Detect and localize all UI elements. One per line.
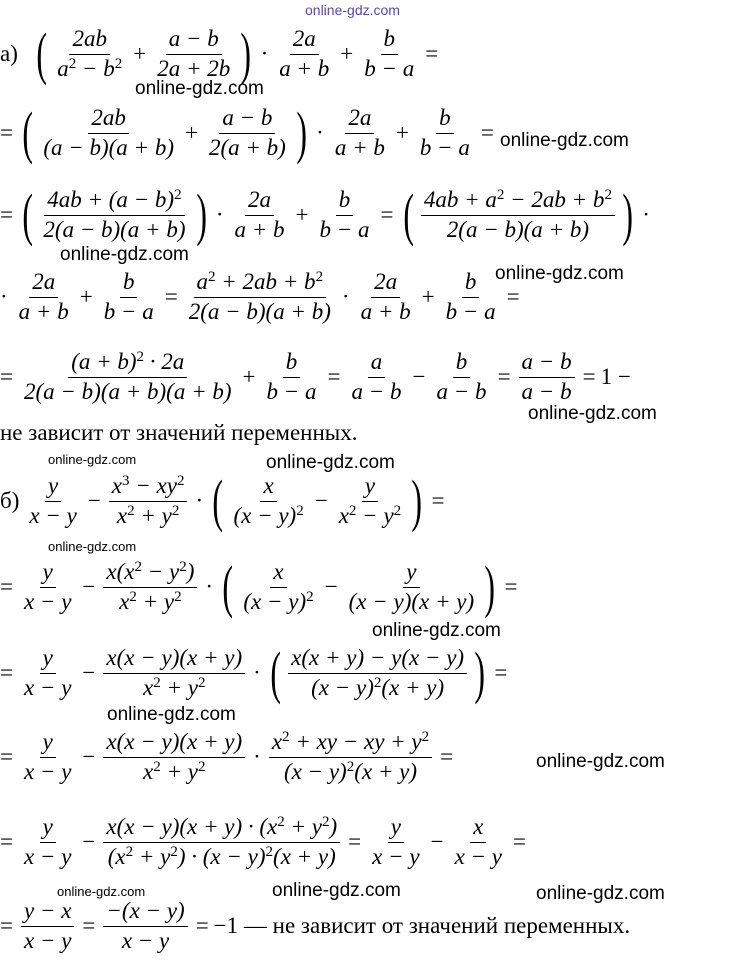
part-a-line-4: · $\frac{2a}{a + b}$ + $\frac{b}{b - a}$ = $\frac{a^2 + 2ab + b^2}{2(a - b)(a + b)}$ · $\frac{2a}{a + b}$ + $\frac{b}{b - a}$ =	[0, 269, 520, 324]
part-a-label: а)	[0, 41, 18, 66]
part-b-line-6: = $\frac{y - x}{x - y}$ = $\frac{-(x - y)}{x - y}$ = −1 — не зависит от значений переменных.	[0, 898, 631, 953]
fraction: $\frac{(a + b)^2 \cdot 2a}{2(a - b)(a + b)(a + b)}$	[23, 349, 232, 404]
part-a-line-3: = ( $\frac{4ab + (a - b)^2}{2(a - b)(a + b)}$ ) · $\frac{2a}{a + b}$ + $\frac{b}{b - a}$ = ( $\frac{4ab + a^2 - 2ab + b^2}{2(a - b)(a + b)}$ ) ·	[0, 182, 650, 247]
fraction: $\frac{a - b}{2a + 2b}$	[157, 26, 231, 81]
fraction: $\frac{y}{x - y}$	[23, 645, 72, 700]
fraction: $\frac{b}{a - b}$	[436, 349, 487, 404]
fraction: $\frac{a - b}{a - b}$	[519, 350, 575, 403]
watermark: online-gdz.com	[500, 130, 629, 151]
fraction: $\frac{x}{(x - y)^2}$	[243, 559, 314, 614]
watermark: online-gdz.com	[135, 78, 264, 99]
fraction: $\frac{y}{x - y}$	[29, 473, 77, 528]
fraction: $\frac{y}{x - y}$	[23, 559, 72, 614]
watermark: online-gdz.com	[57, 884, 146, 899]
fraction: $\frac{a - b}{2(a + b)}$	[208, 105, 286, 160]
part-b-line-5: = $\frac{y}{x - y}$ − $\frac{x(x - y)(x + y) \cdot (x^2 + y^2)}{(x^2 + y^2) \cdot (x - y)^2(x + y)}$ = $\frac{y}{x - y}$ − $\frac{x}{x - y}$ =	[0, 814, 526, 869]
fraction: $\frac{y}{x - y}$	[372, 814, 420, 869]
fraction: $\frac{y}{x - y}$	[23, 814, 72, 869]
fraction: $\frac{a}{a - b}$	[351, 349, 402, 404]
fraction: $\frac{x^3 - xy^2}{x^2 + y^2}$	[109, 474, 188, 527]
fraction: $\frac{2a}{a + b}$	[234, 187, 285, 242]
watermark: online-gdz.com	[107, 704, 236, 725]
part-a-conclusion: не зависит от значений переменных.	[0, 420, 358, 445]
fraction: $\frac{x}{(x - y)^2}$	[233, 473, 304, 528]
part-b-line-4: = $\frac{y}{x - y}$ − $\frac{x(x - y)(x + y)}{x^2 + y^2}$ · $\frac{x^2 + xy - xy + y^2}{(x - y)^2(x + y)}$ =	[0, 729, 454, 784]
part-b-conclusion: −1 — не зависит от значений переменных.	[213, 913, 631, 938]
fraction: $\frac{a^2 + 2ab + b^2}{2(a - b)(a + b)}$	[188, 269, 331, 324]
watermark-top: online-gdz.com	[305, 2, 400, 18]
fraction: $\frac{x(x - y)(x + y)}{x^2 + y^2}$	[103, 730, 245, 783]
watermark: online-gdz.com	[48, 539, 137, 554]
watermark: online-gdz.com	[48, 452, 137, 467]
fraction: $\frac{y}{x - y}$	[23, 729, 72, 784]
watermark: online-gdz.com	[536, 883, 665, 904]
fraction: $\frac{4ab + (a - b)^2}{2(a - b)(a + b)}$	[43, 187, 186, 242]
part-a-line-2: = ( $\frac{2ab}{(a - b)(a + b)}$ + $\frac{a - b}{2(a + b)}$ ) · $\frac{2a}{a + b}$ + $\frac{b}{b - a}$ =	[0, 100, 494, 165]
watermark: online-gdz.com	[272, 880, 401, 901]
fraction: $\frac{-(x - y)}{x - y}$	[103, 899, 187, 952]
fraction: $\frac{x(x - y)(x + y)}{x^2 + y^2}$	[103, 646, 245, 699]
part-b-label: б)	[0, 488, 20, 513]
fraction: $\frac{2a}{a + b}$	[360, 269, 411, 324]
fraction: $\frac{y - x}{x - y}$	[21, 899, 74, 952]
fraction: $\frac{b}{b - a}$	[445, 269, 496, 324]
fraction: $\frac{2a}{a + b}$	[18, 269, 69, 324]
fraction: $\frac{x}{x - y}$	[454, 814, 502, 869]
part-b-line-3: = $\frac{y}{x - y}$ − $\frac{x(x - y)(x + y)}{x^2 + y^2}$ · ( $\frac{x(x + y) - y(x - y)}{(x - y)^2(x + y)}$ ) =	[0, 640, 508, 705]
watermark: online-gdz.com	[528, 403, 657, 424]
result-one-minus: 1 −	[600, 364, 631, 389]
fraction: $\frac{b}{b - a}$	[364, 26, 415, 81]
fraction: $\frac{x(x^2 - y^2)}{x^2 + y^2}$	[103, 560, 197, 613]
watermark: online-gdz.com	[536, 751, 665, 772]
fraction: $\frac{2ab}{(a - b)(a + b)}$	[43, 105, 174, 160]
part-a-line-1: а) ( $\frac{2ab}{a^2 - b^2}$ + $\frac{a - b}{2a + 2b}$ ) · $\frac{2a}{a + b}$ + $\frac{b}{b - a}$ =	[0, 21, 439, 86]
fraction: $\frac{x(x - y)(x + y) \cdot (x^2 + y^2)}{(x^2 + y^2) \cdot (x - y)^2(x + y)}$	[103, 815, 340, 868]
part-b-line-2: = $\frac{y}{x - y}$ − $\frac{x(x^2 - y^2)}{x^2 + y^2}$ · ( $\frac{x}{(x - y)^2}$ − $\frac{y}{(x - y)(x + y)}$ ) =	[0, 554, 518, 619]
fraction: $\frac{b}{b - a}$	[103, 269, 154, 324]
fraction: $\frac{b}{b - a}$	[319, 187, 370, 242]
fraction: $\frac{2a}{a + b}$	[279, 26, 330, 81]
fraction: $\frac{4ab + a^2 - 2ab + b^2}{2(a - b)(a + b)}$	[421, 188, 615, 241]
part-a-line-5: = $\frac{(a + b)^2 \cdot 2a}{2(a - b)(a + b)(a + b)}$ + $\frac{b}{b - a}$ = $\frac{a}{a - b}$ − $\frac{b}{a - b}$ = $\frac{a - b}{a - b}$ = 1 −	[0, 349, 631, 404]
fraction: $\frac{2ab}{a^2 - b^2}$	[57, 26, 123, 81]
fraction: $\frac{y}{(x - y)(x + y)}$	[348, 559, 475, 614]
watermark: online-gdz.com	[266, 452, 395, 473]
fraction: $\frac{b}{b - a}$	[419, 105, 470, 160]
fraction: $\frac{y}{x^2 - y^2}$	[338, 473, 402, 528]
watermark: online-gdz.com	[372, 620, 501, 641]
fraction: $\frac{2a}{a + b}$	[334, 105, 385, 160]
fraction: $\frac{b}{b - a}$	[266, 349, 317, 404]
part-b-line-1: б) $\frac{y}{x - y}$ − $\frac{x^3 - xy^2}{x^2 + y^2}$ · ( $\frac{x}{(x - y)^2}$ − $\frac{y}{x^2 - y^2}$ ) =	[0, 468, 445, 533]
watermark: online-gdz.com	[60, 244, 189, 265]
fraction: $\frac{x(x + y) - y(x - y)}{(x - y)^2(x + y)}$	[288, 646, 467, 699]
watermark: online-gdz.com	[495, 263, 624, 284]
fraction: $\frac{x^2 + xy - xy + y^2}{(x - y)^2(x + y)}$	[269, 730, 432, 783]
